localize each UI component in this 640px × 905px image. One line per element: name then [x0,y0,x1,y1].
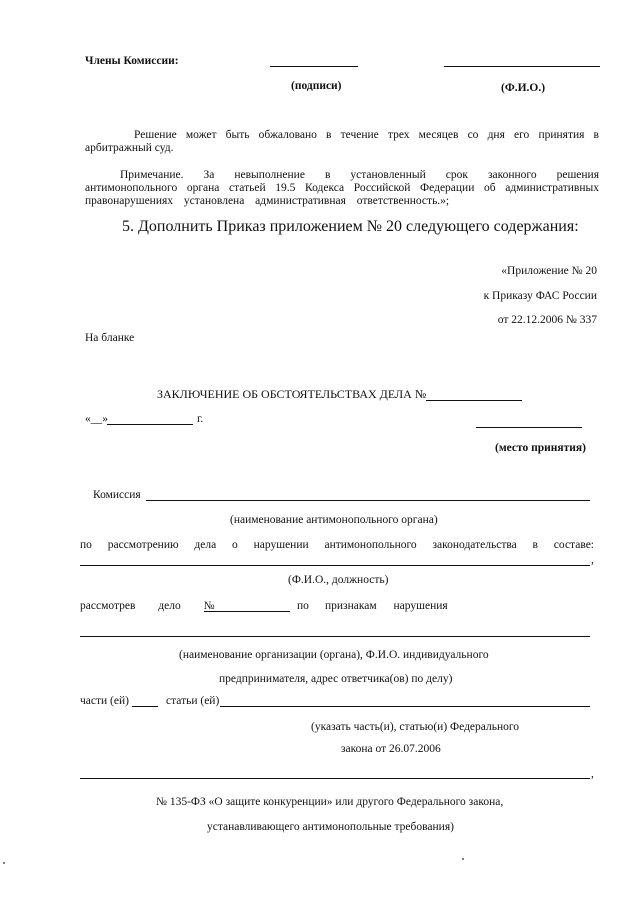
composition-line [80,565,590,566]
org-name-caption-1: (наименование организации (органа), Ф.И.О. индивидуального [179,649,489,661]
on-signs-label: по [297,600,309,612]
specify-caption-1: (указать часть(и), статью(и) Федерального [311,721,520,733]
parts-line [132,706,158,707]
case-number-line [426,400,522,401]
comma-2: , [591,768,594,780]
amendment-heading: 5. Дополнить Приказ приложением № 20 следующего содержания: [122,218,579,235]
law-caption-2: устанавливающего антимонопольные требования) [207,821,454,833]
place-caption: (место принятия) [495,442,586,454]
appendix-number: «Приложение № 20 [501,265,597,277]
date-line [107,424,193,425]
place-line [476,427,582,428]
respondent-line [80,636,590,637]
commission-label: Комиссия [93,489,141,501]
reviewed-case-number-line [204,611,290,612]
articles-label: статьи (ей) [166,695,220,707]
fio-caption: (Ф.И.О.) [501,82,546,94]
note-text-line2: антимонопольного органа статьей 19.5 Кодекса Российской Федерации об административных [85,182,599,194]
date-year-suffix: г. [197,413,204,425]
law-caption-1: № 135-ФЗ «О защите конкуренции» или другого Федерального закона, [156,796,504,808]
parts-label: части (ей) [80,695,129,707]
scan-speck [462,858,464,860]
scan-speck [3,862,5,864]
fio-position-caption: (Ф.И.О., должность) [288,574,389,586]
org-name-caption-2: предпринимателя, адрес ответчика(ов) по делу) [219,673,453,685]
fio-line [444,66,600,67]
review-line: по рассмотрению дела о нарушении антимонопольного законодательства в составе: [80,539,594,551]
signature-line [270,66,358,67]
specify-caption-2: закона от 26.07.2006 [341,743,441,755]
articles-line [220,706,590,707]
appeal-text-line1: Решение может быть обжаловано в течение трех месяцев со дня его принятия в [134,129,599,141]
law-line [80,778,590,779]
form-title: ЗАКЛЮЧЕНИЕ ОБ ОБСТОЯТЕЛЬСТВАХ ДЕЛА № [157,387,427,401]
signatures-caption: (подписи) [291,80,342,92]
note-text-line3: правонарушениях установлена административная ответственность.»; [85,195,450,207]
blank-label: На бланке [85,332,135,344]
org-caption: (наименование антимонопольного органа) [230,514,438,526]
reviewed-case-label: рассмотрев дело № [80,600,215,612]
appeal-text-line2: арбитражный суд. [85,142,174,154]
appendix-date: от 22.12.2006 № 337 [497,314,597,326]
comma-1: , [591,554,594,566]
commission-line [146,500,590,501]
signs-violation-label: признакам нарушения [325,600,448,612]
note-text-line1: Примечание. За невыполнение в установленный срок законного решения [120,169,599,181]
appendix-order: к Приказу ФАС России [483,290,597,302]
commission-members-label: Члены Комиссии: [85,55,179,67]
date-day: «__» [85,413,108,425]
